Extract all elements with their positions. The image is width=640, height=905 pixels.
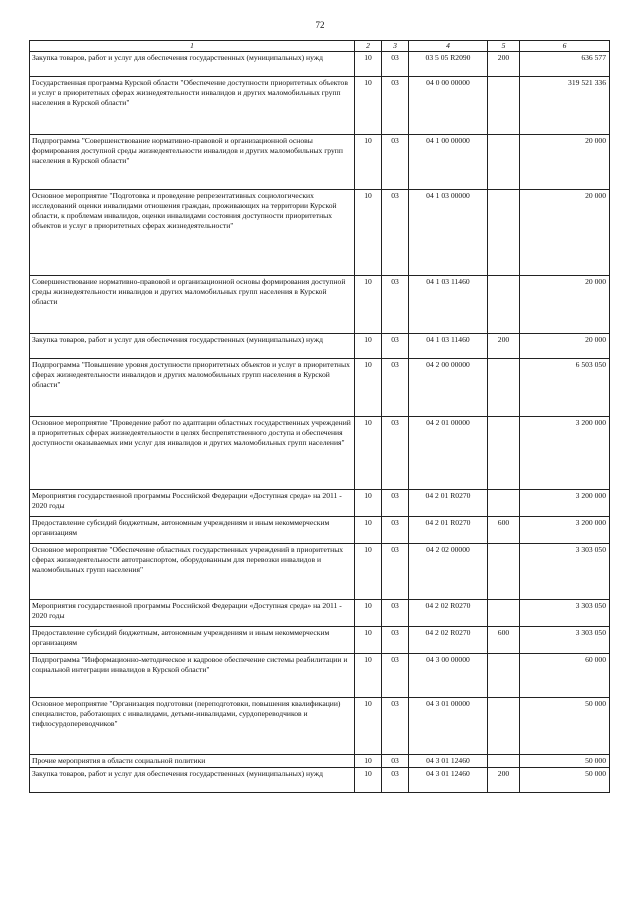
row-target-article: 04 2 02 R0270 [409,600,488,627]
table-row [30,654,610,698]
table-row [30,490,610,517]
row-name: Основное мероприятие "Подготовка и проведение репрезентативных социологических исследований оценки инвалидами отношения граждан, проживающих на территории Курской области, к проблемам инвалидов, оценки инвалидами состояния доступности приоритетных объектов и услуг в приоритетных сферах жизнедеятельности" [30,190,355,276]
row-section: 10 [355,600,382,627]
row-section: 10 [355,52,382,77]
row-name: Закупка товаров, работ и услуг для обеспечения государственных (муниципальных) нужд [30,768,355,793]
header-name: 1 [30,41,355,52]
row-amount: 319 521 336 [520,77,610,135]
row-amount: 20 000 [520,334,610,359]
row-expense-type: 600 [488,627,520,654]
header-expense-type: 5 [488,41,520,52]
header-section: 2 [355,41,382,52]
row-amount: 6 503 050 [520,359,610,417]
row-subsection: 03 [382,627,409,654]
row-section: 10 [355,276,382,334]
row-section: 10 [355,190,382,276]
row-section: 10 [355,359,382,417]
table-row [30,135,610,190]
row-amount: 3 200 000 [520,417,610,490]
table-row [30,77,610,135]
row-expense-type [488,359,520,417]
row-subsection: 03 [382,755,409,768]
row-subsection: 03 [382,654,409,698]
row-section: 10 [355,627,382,654]
row-section: 10 [355,755,382,768]
row-subsection: 03 [382,417,409,490]
row-name: Закупка товаров, работ и услуг для обеспечения государственных (муниципальных) нужд [30,334,355,359]
row-section: 10 [355,490,382,517]
table-row [30,627,610,654]
row-expense-type [488,135,520,190]
table-row [30,190,610,276]
table-row [30,544,610,600]
row-target-article: 04 1 00 00000 [409,135,488,190]
row-amount: 20 000 [520,190,610,276]
row-subsection: 03 [382,52,409,77]
row-section: 10 [355,654,382,698]
row-target-article: 04 2 02 R0270 [409,627,488,654]
row-subsection: 03 [382,600,409,627]
row-expense-type: 600 [488,517,520,544]
budget-table [29,40,610,793]
row-name: Подпрограмма "Повышение уровня доступности приоритетных объектов и услуг в приоритетных сферах жизнедеятельности инвалидов и других маломобильных групп населения в Курской области" [30,359,355,417]
table-row [30,755,610,768]
row-subsection: 03 [382,135,409,190]
row-amount: 3 303 050 [520,544,610,600]
row-subsection: 03 [382,359,409,417]
row-expense-type: 200 [488,52,520,77]
row-name: Подпрограмма "Совершенствование нормативно-правовой и организационной основы формирования доступной среды жизнедеятельности инвалидов и других маломобильных групп населения в Курской области" [30,135,355,190]
row-target-article: 04 1 03 11460 [409,334,488,359]
row-subsection: 03 [382,517,409,544]
row-amount: 60 000 [520,654,610,698]
row-expense-type [488,755,520,768]
table-row [30,359,610,417]
row-subsection: 03 [382,334,409,359]
row-name: Совершенствование нормативно-правовой и организационной основы формирования доступной среды жизнедеятельности инвалидов и других маломобильных групп населения в Курской области [30,276,355,334]
row-section: 10 [355,698,382,755]
row-name: Мероприятия государственной программы Российской Федерации «Доступная среда» на 2011 - 2020 годы [30,490,355,517]
row-subsection: 03 [382,490,409,517]
row-expense-type [488,600,520,627]
row-amount: 50 000 [520,768,610,793]
row-amount: 3 303 050 [520,600,610,627]
row-target-article: 04 0 00 00000 [409,77,488,135]
row-target-article: 03 5 05 R2090 [409,52,488,77]
row-section: 10 [355,77,382,135]
row-amount: 636 577 [520,52,610,77]
row-expense-type [488,190,520,276]
table-row [30,768,610,793]
row-section: 10 [355,334,382,359]
table-row [30,52,610,77]
row-target-article: 04 3 01 12460 [409,768,488,793]
table-row [30,334,610,359]
row-subsection: 03 [382,190,409,276]
row-target-article: 04 2 02 00000 [409,544,488,600]
row-section: 10 [355,417,382,490]
row-name: Государственная программа Курской области "Обеспечение доступности приоритетных объектов и услуг в приоритетных сферах жизнедеятельности инвалидов и других маломобильных групп населения в Курской области" [30,77,355,135]
row-amount: 20 000 [520,276,610,334]
row-section: 10 [355,544,382,600]
row-expense-type [488,654,520,698]
row-amount: 20 000 [520,135,610,190]
row-section: 10 [355,768,382,793]
row-subsection: 03 [382,698,409,755]
row-expense-type: 200 [488,334,520,359]
row-target-article: 04 3 00 00000 [409,654,488,698]
row-target-article: 04 2 00 00000 [409,359,488,417]
row-subsection: 03 [382,544,409,600]
row-expense-type [488,417,520,490]
row-name: Подпрограмма "Информационно-методическое и кадровое обеспечение системы реабилитации и социальной интеграции инвалидов в Курской области" [30,654,355,698]
row-amount: 3 303 050 [520,627,610,654]
row-expense-type [488,544,520,600]
row-amount: 50 000 [520,698,610,755]
row-amount: 50 000 [520,755,610,768]
row-name: Закупка товаров, работ и услуг для обеспечения государственных (муниципальных) нужд [30,52,355,77]
row-target-article: 04 3 01 12460 [409,755,488,768]
row-target-article: 04 1 03 00000 [409,190,488,276]
table-header-row [30,41,610,52]
row-name: Основное мероприятие "Проведение работ по адаптации областных государственных учреждений в приоритетных сферах жизнедеятельности в целях беспрепятственного доступа и обеспечения доступности оказываемых ими услуг для инвалидов и других маломобильных групп населения" [30,417,355,490]
header-subsection: 3 [382,41,409,52]
table-row [30,517,610,544]
row-subsection: 03 [382,77,409,135]
page-number: 72 [315,20,325,30]
header-amount: 6 [520,41,610,52]
row-expense-type [488,276,520,334]
table-row [30,276,610,334]
table-row [30,417,610,490]
row-expense-type [488,490,520,517]
row-name: Прочие мероприятия в области социальной политики [30,755,355,768]
row-target-article: 04 2 01 R0270 [409,517,488,544]
row-section: 10 [355,135,382,190]
row-name: Предоставление субсидий бюджетным, автономным учреждениям и иным некоммерческим организациям [30,517,355,544]
row-subsection: 03 [382,276,409,334]
row-name: Мероприятия государственной программы Российской Федерации «Доступная среда» на 2011 - 2020 годы [30,600,355,627]
row-target-article: 04 2 01 00000 [409,417,488,490]
row-expense-type: 200 [488,768,520,793]
row-name: Предоставление субсидий бюджетным, автономным учреждениям и иным некоммерческим организациям [30,627,355,654]
table-row [30,600,610,627]
row-expense-type [488,698,520,755]
row-target-article: 04 2 01 R0270 [409,490,488,517]
row-name: Основное мероприятие "Обеспечение областных государственных учреждений в приоритетных сферах жизнедеятельности автотранспортом, оборудованным для перевозки инвалидов и маломобильных групп населения" [30,544,355,600]
row-expense-type [488,77,520,135]
row-subsection: 03 [382,768,409,793]
row-amount: 3 200 000 [520,517,610,544]
row-amount: 3 200 000 [520,490,610,517]
header-target-article: 4 [409,41,488,52]
row-section: 10 [355,517,382,544]
row-target-article: 04 1 03 11460 [409,276,488,334]
row-name: Основное мероприятие "Организация подготовки (переподготовки, повышения квалификации) специалистов, работающих с инвалидами, детьми-инвалидами, сурдопереводчиков и тифлосурдопереводчиков" [30,698,355,755]
table-row [30,698,610,755]
row-target-article: 04 3 01 00000 [409,698,488,755]
